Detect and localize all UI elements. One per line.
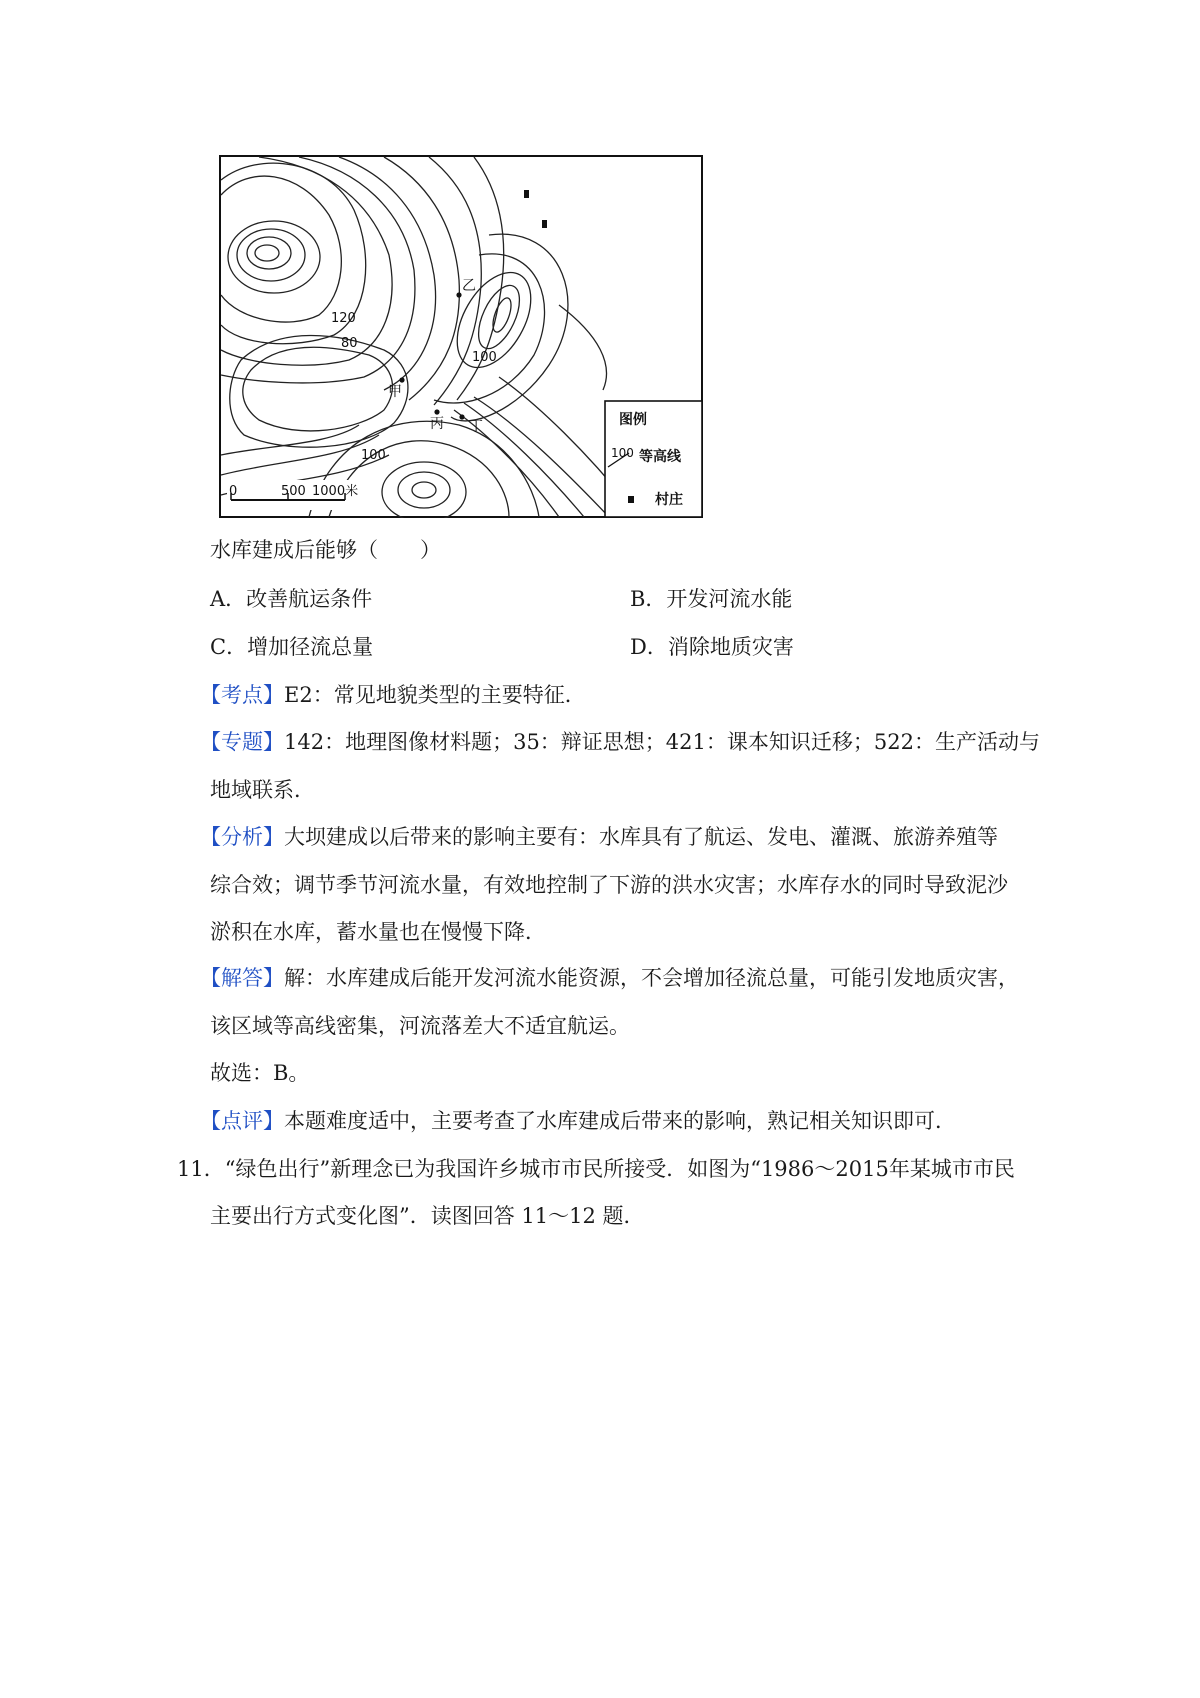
point-jia-label: 甲: [388, 384, 402, 400]
village-marker: [542, 220, 547, 228]
village-marker: [524, 190, 529, 198]
jieda-line: [200, 963, 1019, 993]
option-a: A．改善航运条件: [210, 587, 373, 611]
kaodian-tag: 【考点】: [200, 683, 284, 707]
fenxi-tag: 【分析】: [200, 825, 284, 849]
next-question-line-1: [177, 1154, 1015, 1184]
legend: [605, 401, 702, 517]
fenxi-line: [200, 822, 998, 852]
point-ding-label: 丁: [469, 419, 483, 435]
point-bing-marker: [434, 409, 439, 414]
legend-village-label: 村庄: [655, 492, 683, 508]
next-question-text-2: 主要出行方式变化图”．读图回答 11～12 题．: [210, 1204, 645, 1228]
point-ding-marker: [459, 414, 464, 419]
point-yi-marker: [456, 292, 461, 297]
fenxi-text-3: 淤积在水库，蓄水量也在慢慢下降．: [210, 920, 546, 944]
point-yi-label: 乙: [462, 278, 476, 294]
jieda-text-1: 解：水库建成后能开发河流水能资源，不会增加径流总量，可能引发地质灾害，: [284, 966, 1019, 990]
fenxi-text-1: 大坝建成以后带来的影响主要有：水库具有了航运、发电、灌溉、旅游养殖等: [284, 825, 998, 849]
zhuanti-text-1: 142：地理图像材料题；35：辩证思想；421：课本知识迁移；522：生产活动与: [284, 730, 1040, 754]
contour-label-100-right: 100: [472, 350, 497, 365]
scale-label-0: 0: [229, 484, 238, 499]
jieda-text-2: 该区域等高线密集，河流落差大不适宜航运。: [210, 1014, 630, 1038]
contour-label-80: 80: [341, 336, 358, 351]
point-jia-marker: [399, 377, 404, 382]
contour-map: [219, 155, 703, 518]
legend-title: 图例: [619, 412, 647, 428]
scale-bar: [227, 480, 358, 510]
option-c: C．增加径流总量: [210, 635, 374, 659]
fenxi-text-2: 综合效；调节季节河流水量，有效地控制了下游的洪水灾害；水库存水的同时导致泥沙: [210, 873, 1008, 897]
dianping-tag: 【点评】: [200, 1109, 284, 1133]
contour-label-120: 120: [331, 311, 356, 326]
dianping-line: [200, 1106, 956, 1136]
dianping-text: 本题难度适中，主要考查了水库建成后带来的影响，熟记相关知识即可．: [284, 1109, 956, 1133]
legend-village-symbol: [628, 496, 634, 503]
zhuanti-text-2: 地域联系．: [210, 778, 315, 802]
kaodian-line: [200, 680, 586, 710]
question-stem: 水库建成后能够（ ）: [210, 538, 441, 562]
contour-label-100-bottom: 100: [361, 448, 386, 463]
zhuanti-line: [200, 727, 1040, 757]
legend-contour-label: 等高线: [639, 449, 681, 465]
scale-label-500: 500: [281, 484, 306, 499]
option-d: D．消除地质灾害: [630, 635, 794, 659]
answer-line: 故选：B。: [210, 1061, 310, 1085]
next-question-text-1: “绿色出行”新理念已为我国许乡城市市民所接受．如图为“1986～2015年某城市市民: [224, 1157, 1015, 1181]
legend-contour-value: 100: [611, 446, 634, 460]
zhuanti-tag: 【专题】: [200, 730, 284, 754]
point-bing-label: 丙: [430, 416, 444, 432]
kaodian-text: E2：常见地貌类型的主要特征．: [284, 683, 586, 707]
jieda-tag: 【解答】: [200, 966, 284, 990]
scale-label-1000: 1000米: [312, 484, 359, 499]
option-b: B．开发河流水能: [630, 587, 793, 611]
next-question-number: 11．: [177, 1157, 225, 1181]
